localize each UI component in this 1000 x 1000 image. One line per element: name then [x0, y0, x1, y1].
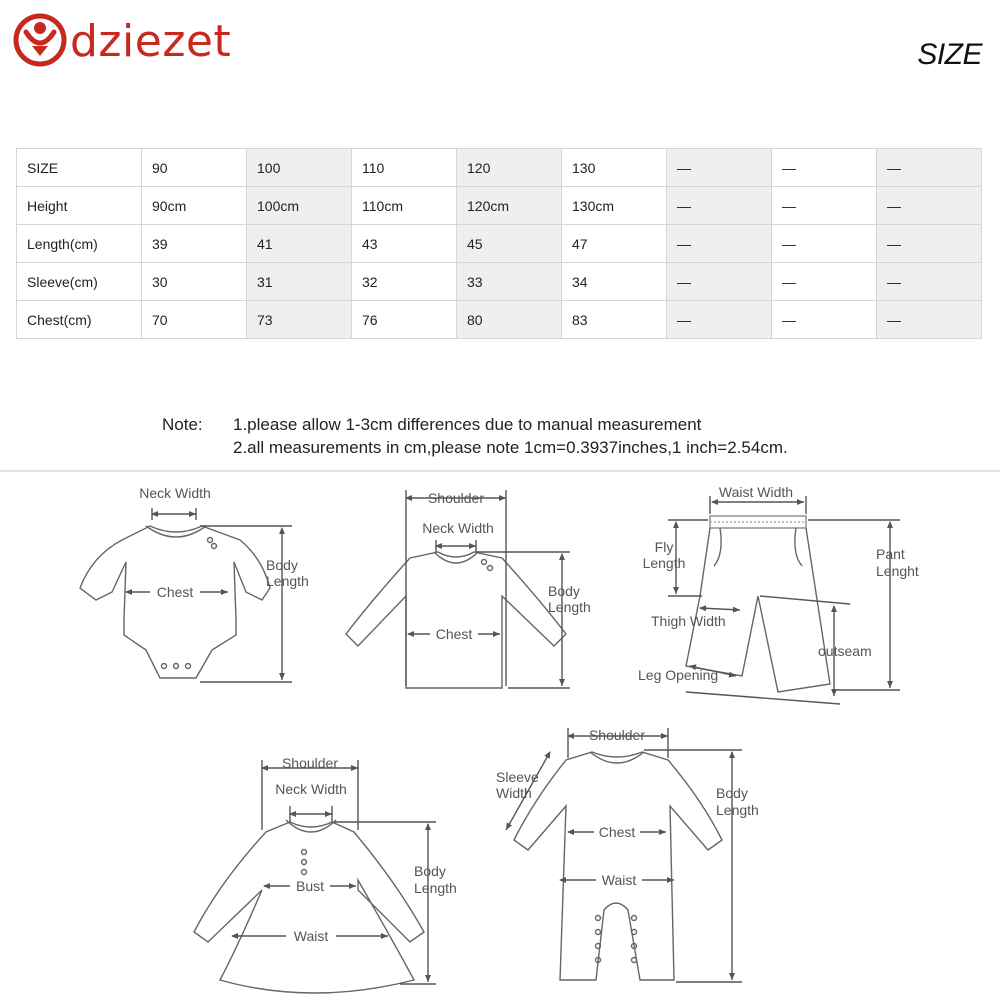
table-cell: 100cm [247, 187, 352, 225]
table-cell: — [772, 149, 877, 187]
table-cell: 32 [352, 263, 457, 301]
dress-body-length-label-2: Length [414, 880, 457, 896]
table-cell: — [772, 263, 877, 301]
table-cell: 47 [562, 225, 667, 263]
table-cell: — [877, 263, 982, 301]
shirt-chest-label: Chest [435, 626, 473, 642]
bodysuit-chest-label: Chest [156, 584, 194, 600]
table-cell: 130cm [562, 187, 667, 225]
table-cell: — [877, 225, 982, 263]
note-line-2: 2.all measurements in cm,please note 1cm=0.3937inches,1 inch=2.54cm. [233, 438, 788, 457]
pants-outseam-label: outseam [818, 643, 872, 659]
shirt-shoulder-label: Shoulder [427, 490, 485, 506]
romper-chest-label: Chest [598, 824, 636, 840]
bodysuit-body-length-label-1: Body [266, 557, 298, 573]
table-cell: 41 [247, 225, 352, 263]
romper-waist-label: Waist [601, 872, 637, 888]
shirt-body-length-label-1: Body [548, 583, 580, 599]
table-cell: 90 [142, 149, 247, 187]
table-cell: — [877, 149, 982, 187]
shirt-body-length-label-2: Length [548, 599, 591, 615]
table-row-label: Chest(cm) [17, 301, 142, 339]
pants-pant-length-label-1: Pant [876, 546, 905, 562]
pants-fly-length-label-2: Length [642, 555, 686, 571]
bodysuit-body-length-label-2: Length [266, 573, 309, 589]
pants-pant-length-label-2: Lenght [876, 563, 919, 579]
table-cell: 120 [457, 149, 562, 187]
table-row [17, 149, 982, 187]
table-cell: 39 [142, 225, 247, 263]
dress-body-length-label-1: Body [414, 863, 446, 879]
table-cell: 130 [562, 149, 667, 187]
table-cell: 80 [457, 301, 562, 339]
size-table [16, 148, 982, 339]
table-cell: — [667, 301, 772, 339]
table-cell: 70 [142, 301, 247, 339]
pants-waist-width-label: Waist Width [718, 484, 794, 500]
table-cell: 120cm [457, 187, 562, 225]
dress-bust-label: Bust [295, 878, 325, 894]
table-row [17, 301, 982, 339]
table-cell: — [667, 149, 772, 187]
romper-body-length-label-1: Body [716, 785, 748, 801]
romper-shoulder-label: Shoulder [588, 727, 646, 743]
romper-sleeve-width-label-2: Width [496, 785, 532, 801]
table-row-label: Length(cm) [17, 225, 142, 263]
table-cell: 33 [457, 263, 562, 301]
table-cell: 43 [352, 225, 457, 263]
romper-diagram [506, 728, 742, 982]
table-row-label: Sleeve(cm) [17, 263, 142, 301]
table-row [17, 225, 982, 263]
dress-neck-width-label: Neck Width [275, 781, 347, 797]
table-cell: — [877, 187, 982, 225]
table-cell: 83 [562, 301, 667, 339]
bodysuit-neck-width-label: Neck Width [139, 485, 211, 501]
table-cell: 31 [247, 263, 352, 301]
table-cell: — [772, 225, 877, 263]
brand-name: dziezet [70, 16, 232, 67]
measurement-diagrams [0, 470, 1000, 1000]
table-cell: 110cm [352, 187, 457, 225]
table-cell: 100 [247, 149, 352, 187]
table-cell: 76 [352, 301, 457, 339]
table-cell: — [772, 301, 877, 339]
pants-fly-length-label-1: Fly [654, 539, 674, 555]
dress-waist-label: Waist [293, 928, 329, 944]
romper-body-length-label-2: Length [716, 802, 759, 818]
table-row-label: SIZE [17, 149, 142, 187]
table-cell: 73 [247, 301, 352, 339]
table-row [17, 187, 982, 225]
pants-leg-opening-label: Leg Opening [638, 667, 719, 683]
table-cell: — [667, 225, 772, 263]
note-line-1: 1.please allow 1-3cm differences due to manual measurement [233, 415, 702, 434]
pants-thigh-width-label: Thigh Width [651, 613, 726, 629]
table-row [17, 263, 982, 301]
note-label: Note: [162, 415, 203, 434]
diagram-labels [139, 484, 919, 944]
table-cell: 45 [457, 225, 562, 263]
table-row-label: Height [17, 187, 142, 225]
table-cell: — [667, 263, 772, 301]
table-cell: 30 [142, 263, 247, 301]
page-title: SIZE [917, 38, 982, 71]
shirt-neck-width-label: Neck Width [422, 520, 494, 536]
dress-shoulder-label: Shoulder [281, 755, 339, 771]
table-cell: 90cm [142, 187, 247, 225]
table-cell: — [772, 187, 877, 225]
table-cell: — [667, 187, 772, 225]
table-cell: 110 [352, 149, 457, 187]
table-cell: 34 [562, 263, 667, 301]
table-cell: — [877, 301, 982, 339]
romper-sleeve-width-label-1: Sleeve [496, 769, 539, 785]
